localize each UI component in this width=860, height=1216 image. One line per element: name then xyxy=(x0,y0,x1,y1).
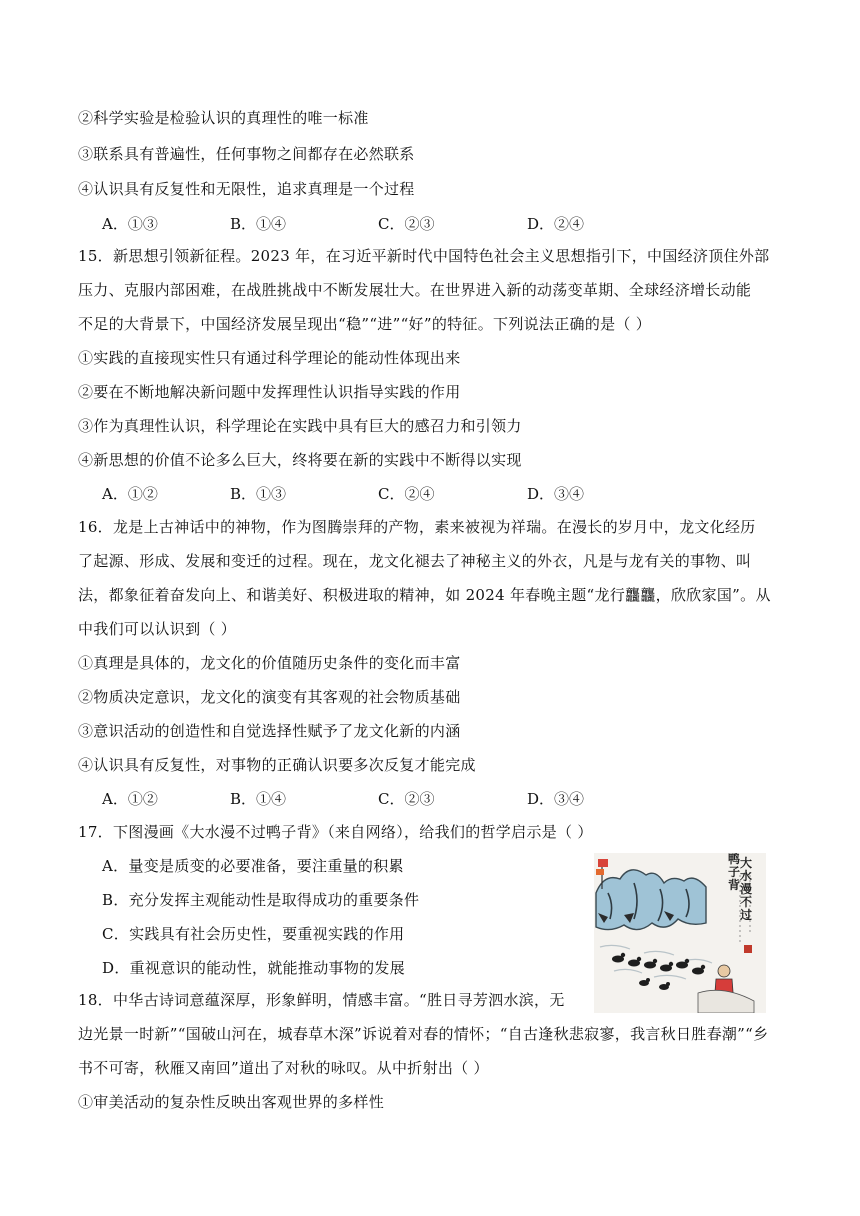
q15-statement-2: ②要在不断地解决新问题中发挥理性认识指导实践的作用 xyxy=(78,383,461,401)
q15-stem-line-2: 压力、克服内部困难，在战胜挑战中不断发展壮大。在世界进入新的动荡变革期、全球经济增长动能 xyxy=(78,281,752,299)
q16-stem-line-3: 法，都象征着奋发向上、和谐美好、积极进取的精神，如 2024 年春晚主题“龙行龘龘，欣欣家国”。从 xyxy=(78,586,771,604)
q16-statement-2: ②物质决定意识，龙文化的演变有其客观的社会物质基础 xyxy=(78,688,461,706)
q17-option-a: A．量变是质变的必要准备，要注重量的积累 xyxy=(102,857,404,875)
q16-option-d: D．③④ xyxy=(527,790,585,808)
q14-option-b: B．①④ xyxy=(230,215,287,233)
cartoon-drawing xyxy=(594,853,766,1013)
q17-option-b: B．充分发挥主观能动性是取得成功的重要条件 xyxy=(102,891,420,909)
q14-option-a: A．①③ xyxy=(102,215,158,233)
q18-stem-line-3: 书不可寄，秋雁又南回”道出了对秋的咏叹。从中折射出（ ） xyxy=(78,1059,489,1077)
q16-option-c: C．②③ xyxy=(378,790,435,808)
q14-option-d: D．②④ xyxy=(527,215,585,233)
q17-option-c: C．实践具有社会历史性，要重视实践的作用 xyxy=(102,925,405,943)
q15-option-b: B．①③ xyxy=(230,485,287,503)
cartoon-image xyxy=(594,853,766,1013)
q16-statement-1: ①真理是具体的，龙文化的价值随历史条件的变化而丰富 xyxy=(78,654,461,672)
q18-stem-line-1: 18．中华古诗词意蕴深厚，形象鲜明，情感丰富。“胜日寻芳泗水滨，无 xyxy=(78,991,565,1009)
q14-statement-2: ②科学实验是检验认识的真理性的唯一标准 xyxy=(78,109,369,127)
q15-option-c: C．②④ xyxy=(378,485,435,503)
q15-statement-4: ④新思想的价值不论多么巨大，终将要在新的实践中不断得以实现 xyxy=(78,451,522,469)
q17-stem: 17．下图漫画《大水漫不过鸭子背》（来自网络），给我们的哲学启示是（ ） xyxy=(78,823,593,841)
q16-option-b: B．①④ xyxy=(230,790,287,808)
q16-statement-4: ④认识具有反复性，对事物的正确认识要多次反复才能完成 xyxy=(78,756,476,774)
q16-statement-3: ③意识活动的创造性和自觉选择性赋予了龙文化新的内涵 xyxy=(78,722,461,740)
q17-option-d: D．重视意识的能动性，就能推动事物的发展 xyxy=(102,959,406,977)
q16-option-a: A．①② xyxy=(102,790,158,808)
q15-stem-line-1: 15．新思想引领新征程。2023 年，在习近平新时代中国特色社会主义思想指引下，中国经济顶住外部 xyxy=(78,247,770,265)
cartoon-title: 大水漫不过鸭子背 xyxy=(728,853,753,922)
q16-stem-line-2: 了起源、形成、发展和变迁的过程。现在，龙文化褪去了神秘主义的外衣，凡是与龙有关的事物、叫 xyxy=(78,552,752,570)
q18-stem-line-2: 边光景一时新”“国破山河在，城春草木深”诉说着对春的情怀；“自古逢秋悲寂寥，我言秋日胜春潮”“乡 xyxy=(78,1025,769,1043)
q16-stem-line-4: 中我们可以认识到（ ） xyxy=(78,620,237,638)
q14-option-c: C．②③ xyxy=(378,215,435,233)
q16-stem-line-1: 16．龙是上古神话中的神物，作为图腾崇拜的产物，素来被视为祥瑞。在漫长的岁月中，龙文化经历 xyxy=(78,518,756,536)
q14-statement-4: ④认识具有反复性和无限性，追求真理是一个过程 xyxy=(78,180,415,198)
q15-statement-1: ①实践的直接现实性只有通过科学理论的能动性体现出来 xyxy=(78,349,461,367)
q15-option-d: D．③④ xyxy=(527,485,585,503)
q15-option-a: A．①② xyxy=(102,485,158,503)
q15-statement-3: ③作为真理性认识，科学理论在实践中具有巨大的感召力和引领力 xyxy=(78,417,522,435)
q15-stem-line-3: 不足的大背景下，中国经济发展呈现出“稳”“进”“好”的特征。下列说法正确的是（ ） xyxy=(78,315,652,333)
q18-statement-1: ①审美活动的复杂性反映出客观世界的多样性 xyxy=(78,1093,385,1111)
q14-statement-3: ③联系具有普遍性，任何事物之间都存在必然联系 xyxy=(78,145,415,163)
